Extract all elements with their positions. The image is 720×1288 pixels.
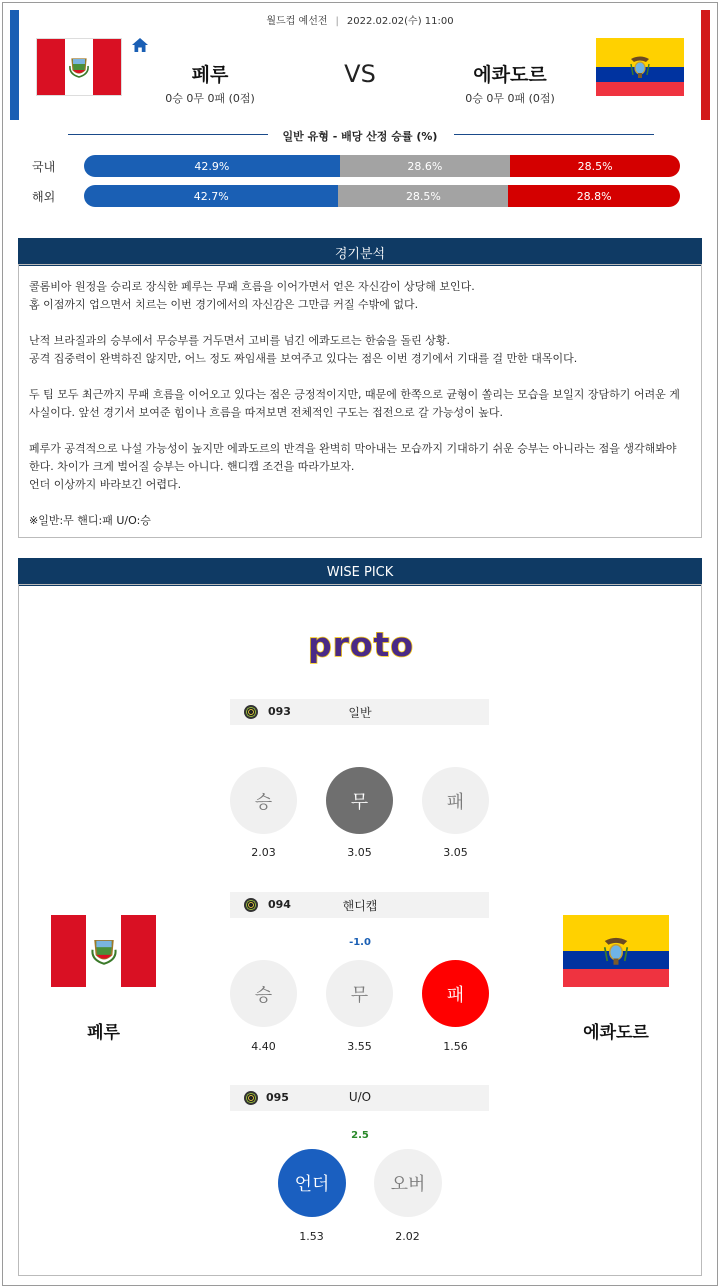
game-number: 093	[268, 705, 291, 718]
rate-label: 국내	[32, 160, 56, 174]
rate-title: 일반 유형 - 배당 산정 승률 (%)	[282, 130, 438, 143]
odd-value: 4.40	[251, 1040, 276, 1053]
proto-logo	[305, 627, 417, 665]
pick-home-team-name: 페루	[87, 1023, 120, 1043]
option-draw[interactable]: 무	[326, 960, 393, 1027]
odd-value: 2.02	[395, 1230, 420, 1243]
rate-draw-segment: 28.5%	[338, 185, 508, 207]
target-ball-icon	[244, 705, 258, 719]
rate-bar	[84, 155, 680, 177]
target-ball-icon	[244, 898, 258, 912]
handicap-line: -1.0	[349, 937, 371, 948]
odd-value: 1.56	[443, 1040, 468, 1053]
analysis-paragraph: 두 팀 모두 최근까지 무패 흐름을 이어오고 있다는 점은 긍정적이지만, 때문에 한쪽으로 균형이 쏠리는 모습을 보일지 장담하기 어려운 게 사실이다. 앞선 경기서 보여준 힘이나 흐름을 따져보면 전체적인 구도는 접전으로 갈 가능성이 높다.	[29, 388, 680, 419]
game-type: U/O	[348, 1090, 372, 1104]
away-team-name: 에콰도르	[473, 64, 547, 86]
option-over[interactable]: 오버	[374, 1149, 442, 1217]
odd-value: 2.03	[251, 846, 276, 859]
analysis-pick-summary: ※일반:무 핸디:패 U/O:승	[29, 514, 151, 527]
rate-draw-segment: 28.6%	[340, 155, 510, 177]
odd-value: 3.05	[443, 846, 468, 859]
match-datetime: 2022.02.02(수) 11:00	[346, 16, 454, 27]
game-094-header	[230, 892, 489, 918]
analysis-text-box	[18, 264, 702, 538]
odd-value: 1.53	[299, 1230, 324, 1243]
game-095-header	[230, 1085, 489, 1111]
analysis-section-title: 경기분석	[18, 238, 702, 266]
analysis-paragraph: 페루가 공격적으로 나설 가능성이 높지만 에콰도르의 반격을 완벽히 막아내는 모습까지 기대하기 쉬운 승부는 아니라는 점을 생각해봐야 한다. 차이가 크게 벌어질 승부는 아니다. 핸디캡 조건을 따라가보자. 언더 이상까지 바라보긴 어렵다.	[29, 442, 677, 491]
game-number: 095	[266, 1091, 289, 1104]
rate-win-segment: 42.7%	[84, 185, 338, 207]
odd-value: 3.55	[347, 1040, 372, 1053]
game-type: 일반	[348, 706, 372, 720]
ecuador-flag-icon	[563, 915, 669, 987]
home-team-record: 0승 0무 0패 (0점)	[165, 92, 255, 105]
home-team-name: 페루	[191, 64, 229, 86]
rate-row-domestic	[20, 155, 700, 177]
home-icon	[132, 38, 148, 52]
peru-flag-icon	[51, 915, 156, 987]
game-type: 핸디캡	[342, 899, 378, 913]
option-lose[interactable]: 패	[422, 767, 489, 834]
away-team-record: 0승 0무 0패 (0점)	[465, 92, 555, 105]
analysis-paragraph: 난적 브라질과의 승부에서 무승부를 거두면서 고비를 넘긴 에콰도르는 한숨을 돌린 상황. 공격 집중력이 완벽하진 않지만, 어느 정도 짜임새를 보여주고 있다는 점은 이번 경기에서 기대를 걸 만한 대목이다.	[29, 334, 578, 365]
game-number: 094	[268, 898, 291, 911]
target-ball-icon	[244, 1091, 258, 1105]
wise-pick-section-title: WISE PICK	[18, 558, 702, 586]
peru-flag-icon	[36, 38, 122, 96]
ecuador-flag-icon	[596, 38, 684, 96]
rate-label: 해외	[32, 190, 56, 204]
rate-win-segment: 42.9%	[84, 155, 340, 177]
match-info: 월드컵 예선전 | 2022.02.02(수) 11:00	[266, 16, 454, 27]
odd-value: 3.05	[347, 846, 372, 859]
option-lose-selected[interactable]: 패	[422, 960, 489, 1027]
league-name: 월드컵 예선전	[266, 16, 328, 27]
option-win[interactable]: 승	[230, 767, 297, 834]
game-093-header	[230, 699, 489, 725]
option-under-selected[interactable]: 언더	[278, 1149, 346, 1217]
rate-bar	[84, 185, 680, 207]
over-under-line: 2.5	[351, 1130, 369, 1141]
rate-lose-segment: 28.5%	[510, 155, 680, 177]
analysis-paragraph: 콜롬비아 원정을 승리로 장식한 페루는 무패 흐름을 이어가면서 얻은 자신감이 상당해 보인다. 홈 이점까지 업으면서 치르는 이번 경기에서의 자신감은 그만큼 커질 수밖에 없다.	[29, 280, 475, 311]
option-win[interactable]: 승	[230, 960, 297, 1027]
rate-row-overseas	[20, 185, 700, 207]
proto-logo-text: proto	[307, 627, 415, 664]
rate-lose-segment: 28.8%	[508, 185, 680, 207]
pick-away-team-name: 에콰도르	[583, 1023, 649, 1043]
option-draw-selected[interactable]: 무	[326, 767, 393, 834]
vs-label: VS	[344, 60, 376, 88]
